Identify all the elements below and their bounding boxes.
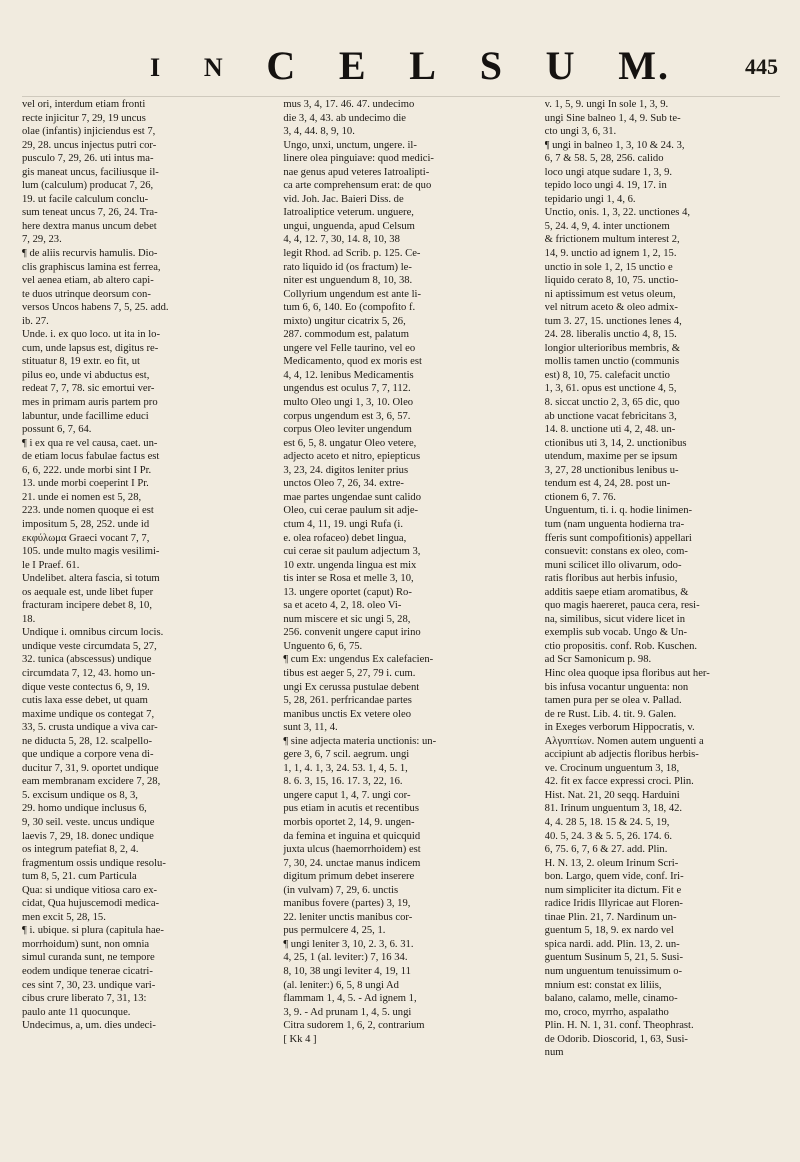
text-line: accipiunt ab adjectis floribus herbis- <box>544 749 699 761</box>
text-line: εκφύλωμα Graeci vocant 7, 7, <box>22 532 150 544</box>
text-line: Undelibet. altera fascia, si totum <box>22 573 160 585</box>
text-line: ca arte comprehensum erat: de quo <box>283 180 432 192</box>
text-line: Hinc olea quoque ipsa floribus aut her- <box>544 667 710 679</box>
text-line: Unde. i. ex quo loco. ut ita in lo- <box>22 329 160 341</box>
text-line: 7, 29, 23. <box>22 234 62 246</box>
running-head-letter: C <box>266 43 298 88</box>
text-columns <box>22 98 792 1148</box>
text-line: sunt 3, 11, 4. <box>283 722 338 734</box>
text-line: ve. Crocinum unguentum 3, 18, <box>544 762 680 774</box>
text-line: ¶ sine adjecta materia unctionis: un- <box>283 735 437 747</box>
text-line: 5, 28, 261. perfricandae partes <box>283 695 412 707</box>
text-line: ungi Sine balneo 1, 4, 9. Sub te- <box>544 112 681 124</box>
text-line: le I Praef. 61. <box>22 559 80 571</box>
text-line: Undique i. omnibus circum locis. <box>22 627 164 639</box>
text-line: laevis 7, 29, 18. donec undique <box>22 830 154 842</box>
text-line: 14. 8. unctione uti 4, 2, 48. un- <box>544 424 676 436</box>
text-line: 6, 6, 222. unde morbi sint I Pr. <box>22 464 152 476</box>
column-middle <box>283 98 530 1148</box>
text-line: & frictionem multum interest 2, <box>544 234 680 246</box>
text-line: impositum 5, 28, 252. unde id <box>22 518 150 530</box>
text-line: longior ulterioribus membris, & <box>544 342 681 354</box>
text-line: ab unctione vacat febricitans 3, <box>544 410 677 422</box>
page-number: 445 <box>745 54 778 79</box>
text-line: utendum, maxime per se ipsum <box>544 451 678 463</box>
text-line: corpus ungendum est 3, 6, 57. <box>283 410 411 422</box>
text-line: 3, 27, 28 unctionibus lenibus u- <box>544 464 679 476</box>
text-line: ni aptissimum est vetus oleum, <box>544 288 676 300</box>
running-head-letter: U <box>545 43 577 88</box>
text-line: mixto) ungitur cicatrix 5, 26, <box>283 315 406 327</box>
text-line: tamen pura per se olea v. Pallad. <box>544 695 682 707</box>
text-line: 6, 75. 6, 7, 6 & 27. add. Plin. <box>544 844 668 856</box>
text-line: tepidario ungi 1, 4, 6. <box>544 193 636 205</box>
text-line: die 3, 4, 43. ab undecimo die <box>283 112 407 124</box>
column-left <box>22 98 269 1148</box>
text-line: exemplis sub vocab. Ungo & Un- <box>544 627 688 639</box>
text-line: Oleo, cui cerae paulum sit adje- <box>283 505 419 517</box>
text-line: here dextra manus uncum debet <box>22 220 157 232</box>
text-line: manibus unctis Ex vetere oleo <box>283 708 412 720</box>
text-line: tum 6, 6, 140. Eo (compofito f. <box>283 302 416 314</box>
text-line: ungendus est oculus 7, 7, 112. <box>283 383 411 395</box>
text-line: unctio in sole 1, 2, 15 unctio e <box>544 261 673 273</box>
text-line: 33, 5. crusta undique a viva car- <box>22 722 158 734</box>
text-line: radice Iridis Illyricae aut Floren- <box>544 898 683 910</box>
text-line: consuevit: constans ex oleo, com- <box>544 546 688 558</box>
text-line: 8. siccat unctio 2, 3, 65 dic, quo <box>544 397 680 409</box>
text-line: na, similibus, sicut videre licet in <box>544 613 685 625</box>
text-line: 8, 10, 38 ungi leviter 4, 19, 11 <box>283 966 411 977</box>
text-line: gere 3, 6, 7 scil. aegrum. ungi <box>283 749 410 761</box>
text-line: mus 3, 4, 17. 46. 47. undecimo <box>283 99 415 110</box>
text-line: (al. leniter:) 6, 5, 8 ungi Ad <box>283 979 399 991</box>
text-line: 42. fit ex facce expressi croci. Plin. <box>544 776 694 788</box>
text-line: e. olea rofaceo) debet lingua, <box>283 532 407 544</box>
text-line: ¶ i ex qua re vel causa, caet. un- <box>22 437 158 449</box>
text-line: ungere vel Felle taurino, vel eo <box>283 342 416 354</box>
running-head-letter: N <box>203 53 225 82</box>
running-head-letter: L <box>409 43 438 88</box>
text-line: num simpliciter ita dictum. Fit e <box>544 884 682 896</box>
text-line: vel aenea etiam, ab altero capi- <box>22 275 154 287</box>
text-line: dique veste contectus 6, 9, 19. <box>22 681 150 693</box>
text-line: bis infusa vocantur unguenta: non <box>544 681 689 693</box>
text-line: sum teneat uncus 7, 26, 24. Tra- <box>22 207 158 219</box>
text-line: 18. <box>22 613 36 625</box>
text-line: tendum est 4, 24, 28. post un- <box>544 478 671 490</box>
column-right <box>545 98 792 1148</box>
text-line: Unguentum, ti. i. q. hodie linimen- <box>544 505 693 517</box>
text-line: ces sint 7, 30, 23. undique vari- <box>22 979 156 991</box>
text-line: eodem undique tenerae cicatri- <box>22 966 153 977</box>
text-line: corpus Oleo leviter ungendum <box>283 424 412 436</box>
text-line: 4, 4, 12. lenibus Medicamentis <box>283 369 414 381</box>
text-line: ¶ i. ubique. si plura (capitula hae- <box>22 925 164 937</box>
text-line: 8. 6. 3, 15, 16. 17. 3, 22, 16. <box>283 776 403 788</box>
text-line: nae genus apud veteres Iatroalipti- <box>283 166 430 178</box>
text-line: cidat, Qua hujuscemodi medica- <box>22 898 160 910</box>
text-line: recte injicitur 7, 29, 19 uncus <box>22 112 146 124</box>
text-line: additis saepe etiam aromatibus, & <box>544 586 689 598</box>
running-head-title <box>150 42 670 89</box>
text-line: de etiam locus fabulae factus est <box>22 451 160 463</box>
text-line: 105. unde multo magis vesilimi- <box>22 546 160 558</box>
text-line: (in vulvam) 7, 29, 6. unctis <box>283 884 399 896</box>
text-line: Undecimus, a, um. dies undeci- <box>22 1020 156 1032</box>
text-line: eam membranam excidere 7, 28, <box>22 776 161 788</box>
text-line: 4, 4, 12. 7, 30, 14. 8, 10, 38 <box>283 234 400 246</box>
text-line: num <box>544 1047 564 1059</box>
text-line: 21. unde ei nomen est 5, 28, <box>22 491 142 503</box>
text-line: 287. commodum est, palatum <box>283 329 409 341</box>
text-line: Plin. H. N. 1, 31. conf. Theophrast. <box>544 1020 694 1032</box>
text-line: unctos Oleo 7, 26, 34. extre- <box>283 478 404 490</box>
text-line: Unguento 6, 6, 75. <box>283 640 363 652</box>
text-line: tis inter se Rosa et melle 3, 10, <box>283 573 414 585</box>
text-line: ¶ ungi in balneo 1, 3, 10 & 24. 3, <box>544 139 685 151</box>
text-line: 19. ut facile calculum conclu- <box>22 193 149 205</box>
text-line: possunt 6, 7, 64. <box>22 424 92 436</box>
text-line: men excit 5, 28, 15. <box>22 911 106 923</box>
text-line: os aequale est, unde libet fuper <box>22 586 154 598</box>
text-line: 3, 9. - Ad prunam 1, 4, 5. ungi <box>283 1006 412 1018</box>
text-line: num unguentum tenuissimum o- <box>544 966 683 977</box>
text-line: 13. unde morbi coeperint I Pr. <box>22 478 149 490</box>
text-line: loco ungi atque sudare 1, 3, 9. <box>544 166 673 178</box>
text-line: pusculo 7, 29, 26. uti intus ma- <box>22 153 154 165</box>
text-line: ungui, unguenda, apud Celsum <box>283 220 415 232</box>
text-line: 5. excisum undique os 8, 3, <box>22 789 138 801</box>
text-line: 32. tunica (abscessus) undique <box>22 654 152 666</box>
text-line: num miscere et sic ungi 5, 28, <box>283 613 411 625</box>
text-line: [ Kk 4 ] <box>283 1033 317 1045</box>
text-line: ctum 4, 11, 19. ungi Rufa (i. <box>283 518 403 530</box>
text-line: paulo ante 11 quocunque. <box>22 1006 131 1018</box>
text-line: ctio propositis. conf. Rob. Kuschen. <box>544 640 698 652</box>
text-line: os integrum patefiat 8, 2, 4. <box>22 844 139 856</box>
text-line: 81. Irinum unguentum 3, 18, 42. <box>544 803 683 815</box>
text-line: ungere caput 1, 4, 7. ungi cor- <box>283 789 411 801</box>
text-line: 7, 30, 24. unctae manus indicem <box>283 857 421 869</box>
text-line: 13. ungere oportet (caput) Ro- <box>283 586 412 598</box>
text-line: tinae Plin. 21, 7. Nardinum un- <box>544 911 677 923</box>
text-line: de Odorib. Dioscorid, 1, 63, Susi- <box>544 1033 688 1045</box>
text-line: clis graphiscus lamina est ferrea, <box>22 261 161 273</box>
text-line: simul curanda sunt, ne tempore <box>22 952 155 964</box>
text-line: quo magis haereret, pauca cera, resi- <box>544 600 700 612</box>
text-line: ratis floribus aut herbis infusio, <box>544 573 678 585</box>
text-line: Medicamento, quod ex moris est <box>283 356 422 368</box>
text-line: Αλγυπτίων. Nomen autem unguenti a <box>544 735 704 747</box>
text-line: 223. unde nomen quoque ei est <box>22 505 154 517</box>
text-line: 14, 9. unctio ad ignem 1, 2, 15. <box>544 248 677 260</box>
text-line: 10 extr. ungenda lingua est mix <box>283 559 417 571</box>
text-line: vid. Joh. Jac. Baieri Diss. de <box>283 193 404 205</box>
text-line: 9, 30 seil. veste. uncus undique <box>22 816 155 828</box>
text-line: 4, 25, 1 (al. leviter:) 7, 16 34. <box>283 952 408 964</box>
text-line: v. 1, 5, 9. ungi In sole 1, 3, 9. <box>544 99 669 110</box>
text-line: bon. Largo, quem vide, conf. Iri- <box>544 871 684 883</box>
text-line: ¶ de aliis recurvis hamulis. Dio- <box>22 248 158 260</box>
text-line: manibus fovere (partes) 3, 19, <box>283 898 411 910</box>
text-line: 29. homo undique inclusus 6, <box>22 803 147 815</box>
header-rule <box>22 96 780 97</box>
text-line: te duos utrinque deorsum con- <box>22 288 151 300</box>
text-line: Citra sudorem 1, 6, 2, contrarium <box>283 1020 425 1032</box>
text-line: cum, unde lapsus est, digitus re- <box>22 342 159 354</box>
text-line: sa et aceto 4, 2, 18. oleo Vi- <box>283 600 402 612</box>
text-line: da femina et inguina et quicquid <box>283 830 421 842</box>
text-line: 256. convenit ungere caput irino <box>283 627 421 639</box>
text-line: cutis laxa esse debet, ut quam <box>22 695 148 707</box>
text-line: ¶ cum Ex: ungendus Ex calefacien- <box>283 654 434 666</box>
text-line: juxta ulcus (haemorrhoidem) est <box>283 844 421 856</box>
text-line: 6, 7 & 58. 5, 28, 256. calido <box>544 153 664 165</box>
text-line: Unctio, onis. 1, 3, 22. unctiones 4, <box>544 207 691 219</box>
text-line: muni scilicet illo olivarum, odo- <box>544 559 682 571</box>
text-line: vel ori, interdum etiam fronti <box>22 99 146 110</box>
text-line: fferis sunt compofitionis) appellari <box>544 532 692 544</box>
text-line: pus etiam in acutis et recentibus <box>283 803 419 815</box>
text-line: est) 8, 10, 75. calefacit unctio <box>544 369 670 381</box>
running-head-letter: E <box>338 43 368 88</box>
text-line: flammam 1, 4, 5. - Ad ignem 1, <box>283 993 417 1005</box>
text-line: olae (infantis) injiciendus est 7, <box>22 126 156 138</box>
text-line: linere olea pinguiave: quod medici- <box>283 153 434 165</box>
text-line: mnium est: constat ex liliis, <box>544 979 662 991</box>
text-line: Iatroaliptice veterum. unguere, <box>283 207 414 219</box>
text-line: spica nardi. add. Plin. 13, 2. un- <box>544 938 680 950</box>
text-line: labuntur, unde facillime educi <box>22 410 149 422</box>
text-line: est 6, 5, 8. ungatur Oleo vetere, <box>283 437 417 449</box>
text-line: ctionem 6, 7. 76. <box>544 491 616 503</box>
text-line: Hist. Nat. 21, 20 seqq. Harduini <box>544 789 680 801</box>
text-line: 22. leniter unctis manibus cor- <box>283 911 413 923</box>
text-line: digitum primum debet inserere <box>283 871 415 883</box>
text-line: lum (calculum) producat 7, 26, <box>22 180 154 192</box>
text-line: 3, 4, 44. 8, 9, 10. <box>283 126 355 138</box>
text-line: legit Rhod. ad Scrib. p. 125. Ce- <box>283 248 421 260</box>
text-line: tum 3. 27, 15. unctiones lenes 4, <box>544 315 682 327</box>
text-line: 40. 5, 24. 3 & 5. 5, 26. 174. 6. <box>544 830 673 842</box>
text-line: ib. 27. <box>22 315 49 327</box>
text-line: mollis tamen unctio (communis <box>544 356 680 368</box>
text-line: redeat 7, 7, 78. sic emortui ver- <box>22 383 155 395</box>
text-line: undique veste circumdata 5, 27, <box>22 640 157 652</box>
text-line: mes in primam auris partem pro <box>22 397 158 409</box>
text-line: balano, calamo, melle, cinamo- <box>544 993 678 1005</box>
text-line: 3, 23, 24. digitos leniter prius <box>283 464 409 476</box>
text-line: niter est unguendum 8, 10, 38. <box>283 275 413 287</box>
text-line: tum (nam unguenta hodierna tra- <box>544 518 685 530</box>
text-line: Qua: si undique vitiosa caro ex- <box>22 884 158 896</box>
running-head-letter: M. <box>618 43 670 88</box>
text-line: ne diducta 5, 28, 12. scalpello- <box>22 735 153 747</box>
text-line: tum 8, 5, 21. cum Particula <box>22 871 137 883</box>
text-line: ¶ ungi leniter 3, 10, 2. 3, 6. 31. <box>283 938 414 950</box>
text-line: morbis oportet 2, 14, 9. ungen- <box>283 816 415 828</box>
text-line: Collyrium ungendum est ante li- <box>283 288 422 300</box>
text-line: mo, croco, myrrho, aspalatho <box>544 1006 669 1018</box>
running-head-letter: I <box>150 53 163 82</box>
text-line: que undique a corpore vena di- <box>22 749 154 761</box>
text-line: 29, 28. uncus injectus putri cor- <box>22 139 157 151</box>
text-line: cui cerae sit paulum adjectum 3, <box>283 546 421 558</box>
running-head-letter: S <box>479 43 504 88</box>
text-line: vel nitrum aceto & oleo admix- <box>544 302 678 314</box>
text-line: in Exeges verborum Hippocratis, v. <box>544 722 695 734</box>
text-line: ungi Ex cerussa pustulae debent <box>283 681 420 693</box>
text-line: circumdata 7, 12, 43. homo un- <box>22 667 155 679</box>
text-line: H. N. 13, 2. oleum Irinum Scri- <box>544 857 679 869</box>
text-line: multo Oleo ungi 1, 3, 10. Oleo <box>283 397 414 409</box>
text-line: versos Uncos habens 7, 5, 25. add. <box>22 302 169 314</box>
text-line: rato liquido id (os fractum) le- <box>283 261 412 273</box>
text-line: tepido loco ungi 4. 19, 17. in <box>544 180 667 192</box>
text-line: ad Scr Samonicum p. 98. <box>544 654 652 666</box>
text-line: liquido cerato 8, 10, 75. unctio- <box>544 275 679 287</box>
text-line: 4, 4. 28 5, 18. 15 & 24. 5, 19, <box>544 816 670 828</box>
text-line: guentum 5, 18, 9. ex nardo vel <box>544 925 674 937</box>
text-line: 5, 24. 4, 9, 4. inter unctionem <box>544 220 670 232</box>
text-line: de re Rust. Lib. 4. tit. 9. Galen. <box>544 708 677 720</box>
text-line: morrhoidum) sunt, non omnia <box>22 938 150 950</box>
text-line: 1, 1, 4. 1, 3, 24. 53. 1, 4, 5. 1, <box>283 762 408 774</box>
text-line: mae partes ungendae sunt calido <box>283 491 421 503</box>
text-line: tibus est aeger 5, 27, 79 i. cum. <box>283 667 416 679</box>
text-line: maxime undique os contegat 7, <box>22 708 155 720</box>
text-line: gis maneat uncus, faciliusque il- <box>22 166 159 178</box>
text-line: ctionibus uti 3, 14, 2. unctionibus <box>544 437 687 449</box>
text-line: 24. 28. liberalis unctio 4, 8, 15. <box>544 329 677 341</box>
text-line: cibus crure liberato 7, 31, 13: <box>22 993 147 1005</box>
text-line: cto ungi 3, 6, 31. <box>544 126 617 138</box>
text-line: fragmentum ossis undique resolu- <box>22 857 166 869</box>
text-line: pilus eo, unde vi abductus est, <box>22 369 150 381</box>
text-line: pus permulcere 4, 25, 1. <box>283 925 386 937</box>
running-head <box>0 34 800 90</box>
text-line: 1, 3, 61. opus est unctione 4, 5, <box>544 383 677 395</box>
text-line: guentum Susinum 5, 21, 5. Susi- <box>544 952 683 964</box>
text-line: Ungo, unxi, unctum, ungere. il- <box>283 139 417 151</box>
text-line: ducitur 7, 31, 9. oportet undique <box>22 762 159 774</box>
text-line: fracturam incipere debet 8, 10, <box>22 600 153 612</box>
text-line: stituatur 8, 19 extr. eo fit, ut <box>22 356 140 368</box>
text-line: adjecto aceto et nitro, epiepticus <box>283 451 421 463</box>
